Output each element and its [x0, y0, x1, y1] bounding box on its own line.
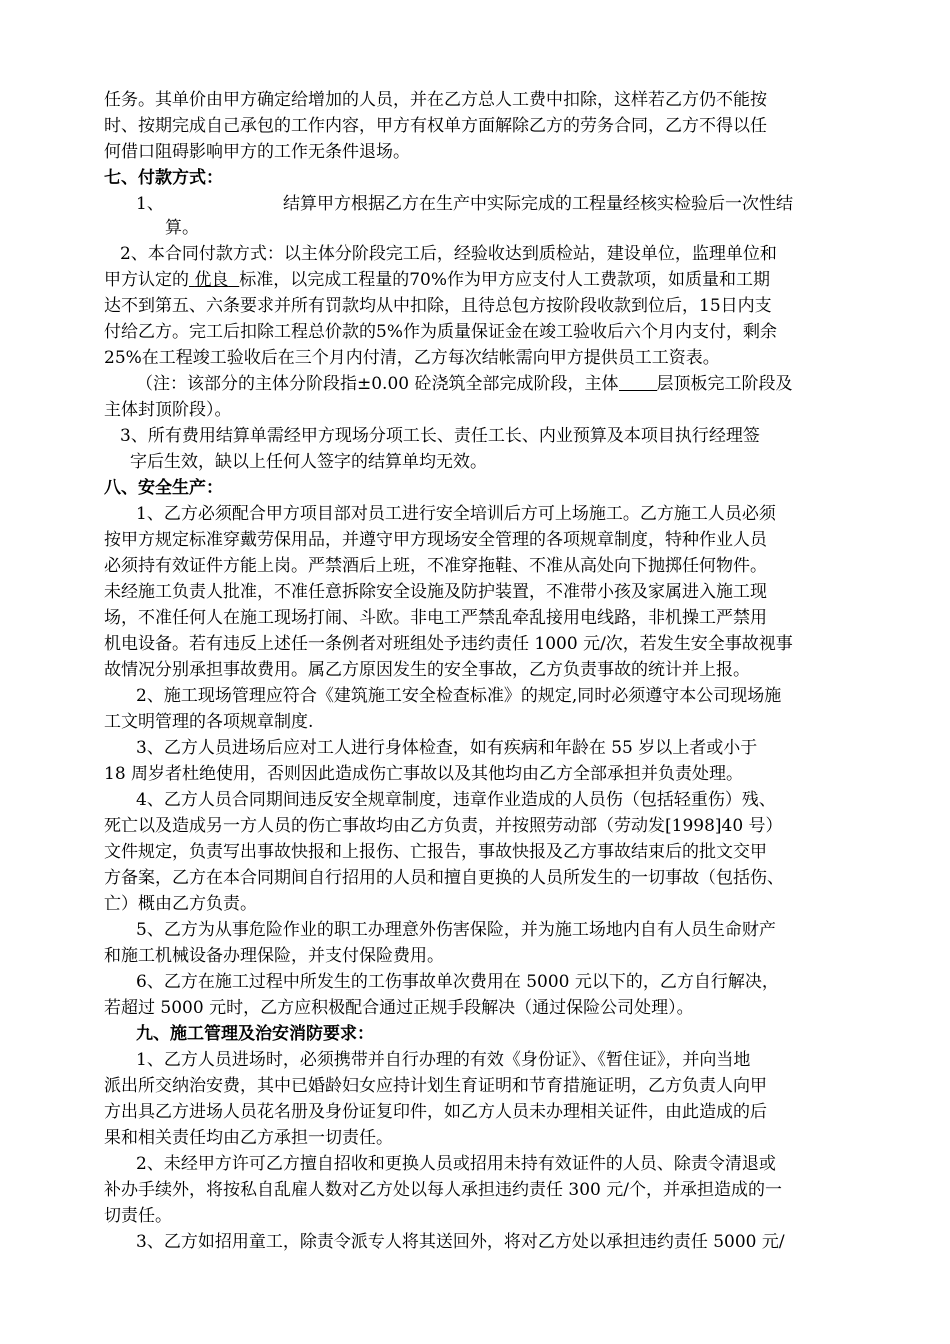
text-line: 3、乙方人员进场后应对工人进行身体检查，如有疾病和年龄在 55 岁以上者或小于: [136, 738, 758, 758]
text-segment: 标准，以完成工程量的70%作为甲方应支付人工费款项，如质量和工期: [239, 270, 771, 290]
text-line: 死亡以及造成另一方人员的伤亡事故均由乙方负责，并按照劳动部（劳动发[1998]40 号）: [104, 816, 783, 836]
text-line: 1、乙方人员进场时，必须携带并自行办理的有效《身份证》、《暂住证》，并向当地: [136, 1050, 751, 1070]
section-heading-management: 九、施工管理及治安消防要求：: [136, 1024, 374, 1044]
text-line: 若超过 5000 元时，乙方应积极配合通过正规手段解决（通过保险公司处理）。: [104, 998, 694, 1018]
text-line: 3、乙方如招用童工，除责令派专人将其送回外，将对乙方处以承担违约责任 5000 元/: [136, 1232, 785, 1252]
text-line: 方备案，乙方在本合同期间自行招用的人员和擅自更换的人员所发生的一切事故（包括伤、: [104, 868, 784, 888]
text-line: [136, 372, 793, 396]
text-line: 主体封顶阶段）。: [104, 400, 232, 420]
text-segment: （注：该部分的主体分阶段指±0.00 砼浇筑全部完成阶段，主体: [136, 374, 619, 394]
text-line: 派出所交纳治安费，其中已婚龄妇女应持计划生育证明和节育措施证明，乙方负责人向甲: [104, 1076, 767, 1096]
text-line: [104, 268, 770, 292]
text-line: 故情况分别承担事故费用。属乙方原因发生的安全事故，乙方负责事故的统计并上报。: [104, 660, 750, 680]
section-heading-payment: 七、付款方式：: [104, 168, 223, 188]
quality-grade: 优良: [194, 270, 229, 290]
text-line: 2、本合同付款方式：以主体分阶段完工后，经验收达到质检站，建设单位，监理单位和: [120, 244, 777, 264]
text-line: 果和相关责任均由乙方承担一切责任。: [104, 1128, 393, 1148]
text-line: 2、未经甲方许可乙方擅自招收和更换人员或招用未持有效证件的人员、除责令清退或: [136, 1154, 776, 1174]
text-line: 达不到第五、六条要求并所有罚款均从中扣除，且待总包方按阶段收款到位后，15日内支: [104, 296, 772, 316]
underlined-quality-grade: [189, 270, 239, 290]
text-line: 18 周岁者杜绝使用，否则因此造成伤亡事故以及其他均由乙方全部承担并负责处理。: [104, 764, 744, 784]
text-line: 6、乙方在施工过程中所发生的工伤事故单次费用在 5000 元以下的，乙方自行解决，: [136, 972, 779, 992]
text-line: 补办手续外，将按私自乱雇人数对乙方处以每人承担违约责任 300 元/个，并承担造成的一: [104, 1180, 782, 1200]
text-line: 和施工机械设备办理保险，并支付保险费用。: [104, 946, 444, 966]
text-line: 何借口阻碍影响甲方的工作无条件退场。: [104, 142, 410, 162]
text-line: [136, 192, 164, 216]
text-line: 文件规定，负责写出事故快报和上报伤、亡报告，事故快报及乙方事故结束后的批文交甲: [104, 842, 767, 862]
text-segment: 层顶板完工阶段及: [656, 374, 793, 394]
text-line: 2、施工现场管理应符合《建筑施工安全检查标准》的规定,同时必须遵守本公司现场施: [136, 686, 782, 706]
text-line: 3、所有费用结算单需经甲方现场分项工长、责任工长、内业预算及本项目执行经理签: [120, 426, 760, 446]
text-line: 付给乙方。完工后扣除工程总价款的5%作为质量保证金在竣工验收后六个月内支付，剩余: [104, 322, 777, 342]
text-line: 未经施工负责人批准，不准任意拆除安全设施及防护装置，不准带小孩及家属进入施工现: [104, 582, 767, 602]
text-line: 场，不准任何人在施工现场打闹、斗欧。非电工严禁乱牵乱接用电线路，非机操工严禁用: [104, 608, 767, 628]
text-line: 1、乙方必须配合甲方项目部对员工进行安全培训后方可上场施工。乙方施工人员必须: [136, 504, 776, 524]
text-line: 必须持有效证件方能上岗。严禁酒后上班，不准穿拖鞋、不准从高处向下抛掷任何物件。: [104, 556, 767, 576]
text-line: 切责任。: [104, 1206, 172, 1226]
item-number: 1、: [136, 194, 164, 214]
text-line: 任务。其单价由甲方确定给增加的人员，并在乙方总人工费中扣除，这样若乙方仍不能按: [104, 90, 767, 110]
text-line: 4、乙方人员合同期间违反安全规章制度，违章作业造成的人员伤（包括轻重伤）残、: [136, 790, 776, 810]
text-line: 时、按期完成自己承包的工作内容，甲方有权单方面解除乙方的劳务合同，乙方不得以任: [104, 116, 767, 136]
text-line: 按甲方规定标准穿戴劳保用品，并遵守甲方现场安全管理的各项规章制度，特种作业人员: [104, 530, 767, 550]
text-line: 结算甲方根据乙方在生产中实际完成的工程量经核实检验后一次性结: [283, 194, 793, 214]
section-heading-safety: 八、安全生产：: [104, 478, 223, 498]
text-line: 25%在工程竣工验收后在三个月内付清，乙方每次结帐需向甲方提供员工工资表。: [104, 348, 720, 368]
text-line: 方出具乙方进场人员花名册及身份证复印件，如乙方人员未办理相关证件，由此造成的后: [104, 1102, 767, 1122]
text-line: 机电设备。若有违反上述任一条例者对班组处予违约责任 1000 元/次，若发生安全事故视事: [104, 634, 793, 654]
text-line: 算。: [165, 218, 199, 238]
text-line: 工文明管理的各项规章制度.: [104, 712, 314, 732]
blank-underline: [619, 374, 657, 391]
text-segment: 甲方认定的: [104, 270, 189, 290]
text-line: 亡）概由乙方负责。: [104, 894, 257, 914]
text-line: 字后生效，缺以上任何人签字的结算单均无效。: [130, 452, 487, 472]
text-line: 5、乙方为从事危险作业的职工办理意外伤害保险，并为施工场地内自有人员生命财产: [136, 920, 776, 940]
